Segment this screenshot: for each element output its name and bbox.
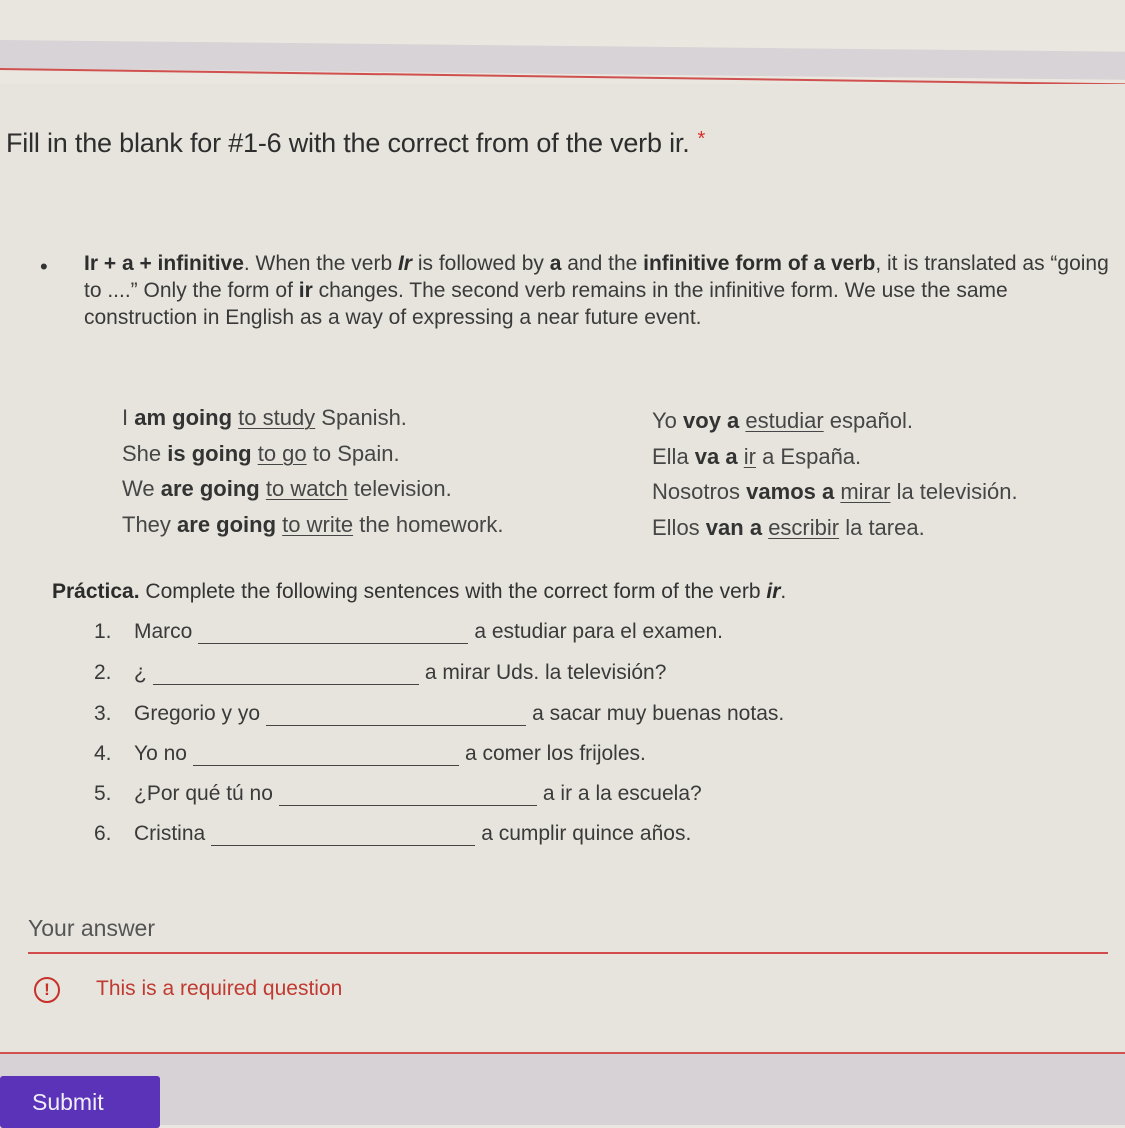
practice-period: .	[780, 580, 787, 603]
example-line: Yo voy a estudiar español.	[652, 408, 913, 433]
example-line: Ellos van a escribir la tarea.	[652, 514, 925, 540]
intro-text: , it is translated as “going to ....” Only the form of	[84, 252, 1109, 302]
intro-text: and the	[561, 252, 644, 275]
answer-input-underline[interactable]	[28, 952, 1108, 954]
list-item	[94, 661, 666, 691]
list-item	[94, 620, 723, 650]
practice-label: Práctica.	[52, 580, 140, 603]
list-item	[94, 702, 784, 732]
practice-text: Complete the following sentences with the correct form of the verb	[139, 580, 767, 603]
page-background-top	[0, 0, 1125, 40]
word-a: a	[549, 252, 562, 275]
example-line: Nosotros vamos a mirar la televisión.	[652, 479, 1018, 504]
infinitive-form: infinitive form of a verb	[643, 252, 876, 275]
item-text-after: a ir a la escuela?	[542, 782, 702, 805]
answer-input-placeholder[interactable]: Your answer	[28, 915, 156, 941]
item-text-before: Yo no	[134, 742, 187, 765]
question-title	[6, 128, 705, 159]
item-number: 6.	[94, 822, 112, 845]
question-card	[0, 84, 1125, 1054]
item-text-after: a cumplir quince años.	[481, 822, 692, 845]
example-line: They are going to write the homework.	[122, 511, 504, 537]
list-item	[94, 742, 646, 772]
item-number: 3.	[94, 702, 112, 725]
item-text-before: ¿Por qué tú no	[134, 782, 273, 805]
example-line: I am going to study Spanish.	[122, 405, 407, 430]
example-line: Ella va a ir a España.	[652, 443, 862, 469]
item-text-before: Marco	[134, 620, 193, 643]
blank-line	[211, 823, 475, 846]
item-text-after: a sacar muy buenas notas.	[532, 702, 785, 725]
submit-button[interactable]: Submit	[0, 1076, 160, 1128]
intro-paragraph	[84, 250, 1114, 331]
page-background-bottom	[0, 1054, 1125, 1125]
item-number: 5.	[94, 782, 112, 805]
examples-english	[122, 400, 504, 542]
item-number: 2.	[94, 661, 112, 684]
bullet-icon: •	[40, 254, 48, 279]
list-item	[94, 782, 702, 812]
item-text-before: ¿	[134, 661, 147, 684]
previous-section-strip	[0, 40, 1125, 80]
error-icon: !	[34, 977, 60, 1003]
item-number: 1.	[94, 620, 112, 643]
item-text-before: Cristina	[134, 822, 206, 845]
blank-line	[193, 743, 459, 766]
list-item	[94, 822, 691, 852]
word-ir: ir	[298, 279, 313, 302]
blank-line	[198, 621, 468, 644]
blank-line	[279, 783, 537, 806]
intro-text: . When the verb	[243, 252, 398, 275]
question-title-text: Fill in the blank for #1-6 with the correct from of the verb ir.	[6, 128, 690, 158]
item-text-after: a estudiar para el examen.	[474, 620, 724, 643]
item-text-after: a comer los frijoles.	[464, 742, 646, 765]
practice-instruction	[52, 580, 786, 604]
item-text-before: Gregorio y yo	[134, 702, 261, 725]
examples-spanish	[652, 403, 1018, 545]
blank-line	[153, 662, 419, 685]
verb-ir: Ir	[397, 252, 412, 275]
item-text-after: a mirar Uds. la televisión?	[424, 661, 667, 684]
rule-heading: Ir + a + infinitive	[84, 252, 244, 275]
intro-text: is followed by	[411, 252, 550, 275]
blank-line	[266, 703, 526, 726]
example-line: We are going to watch television.	[122, 476, 452, 501]
error-message: This is a required question	[96, 977, 343, 1000]
intro-text: changes. The second verb remains in the infinitive form. We use the same construction in English as a way of expressing a near future event.	[84, 279, 1008, 329]
required-asterisk: *	[697, 128, 706, 150]
verb-ir: ir	[766, 580, 781, 603]
example-line: She is going to go to Spain.	[122, 440, 400, 466]
item-number: 4.	[94, 742, 112, 765]
